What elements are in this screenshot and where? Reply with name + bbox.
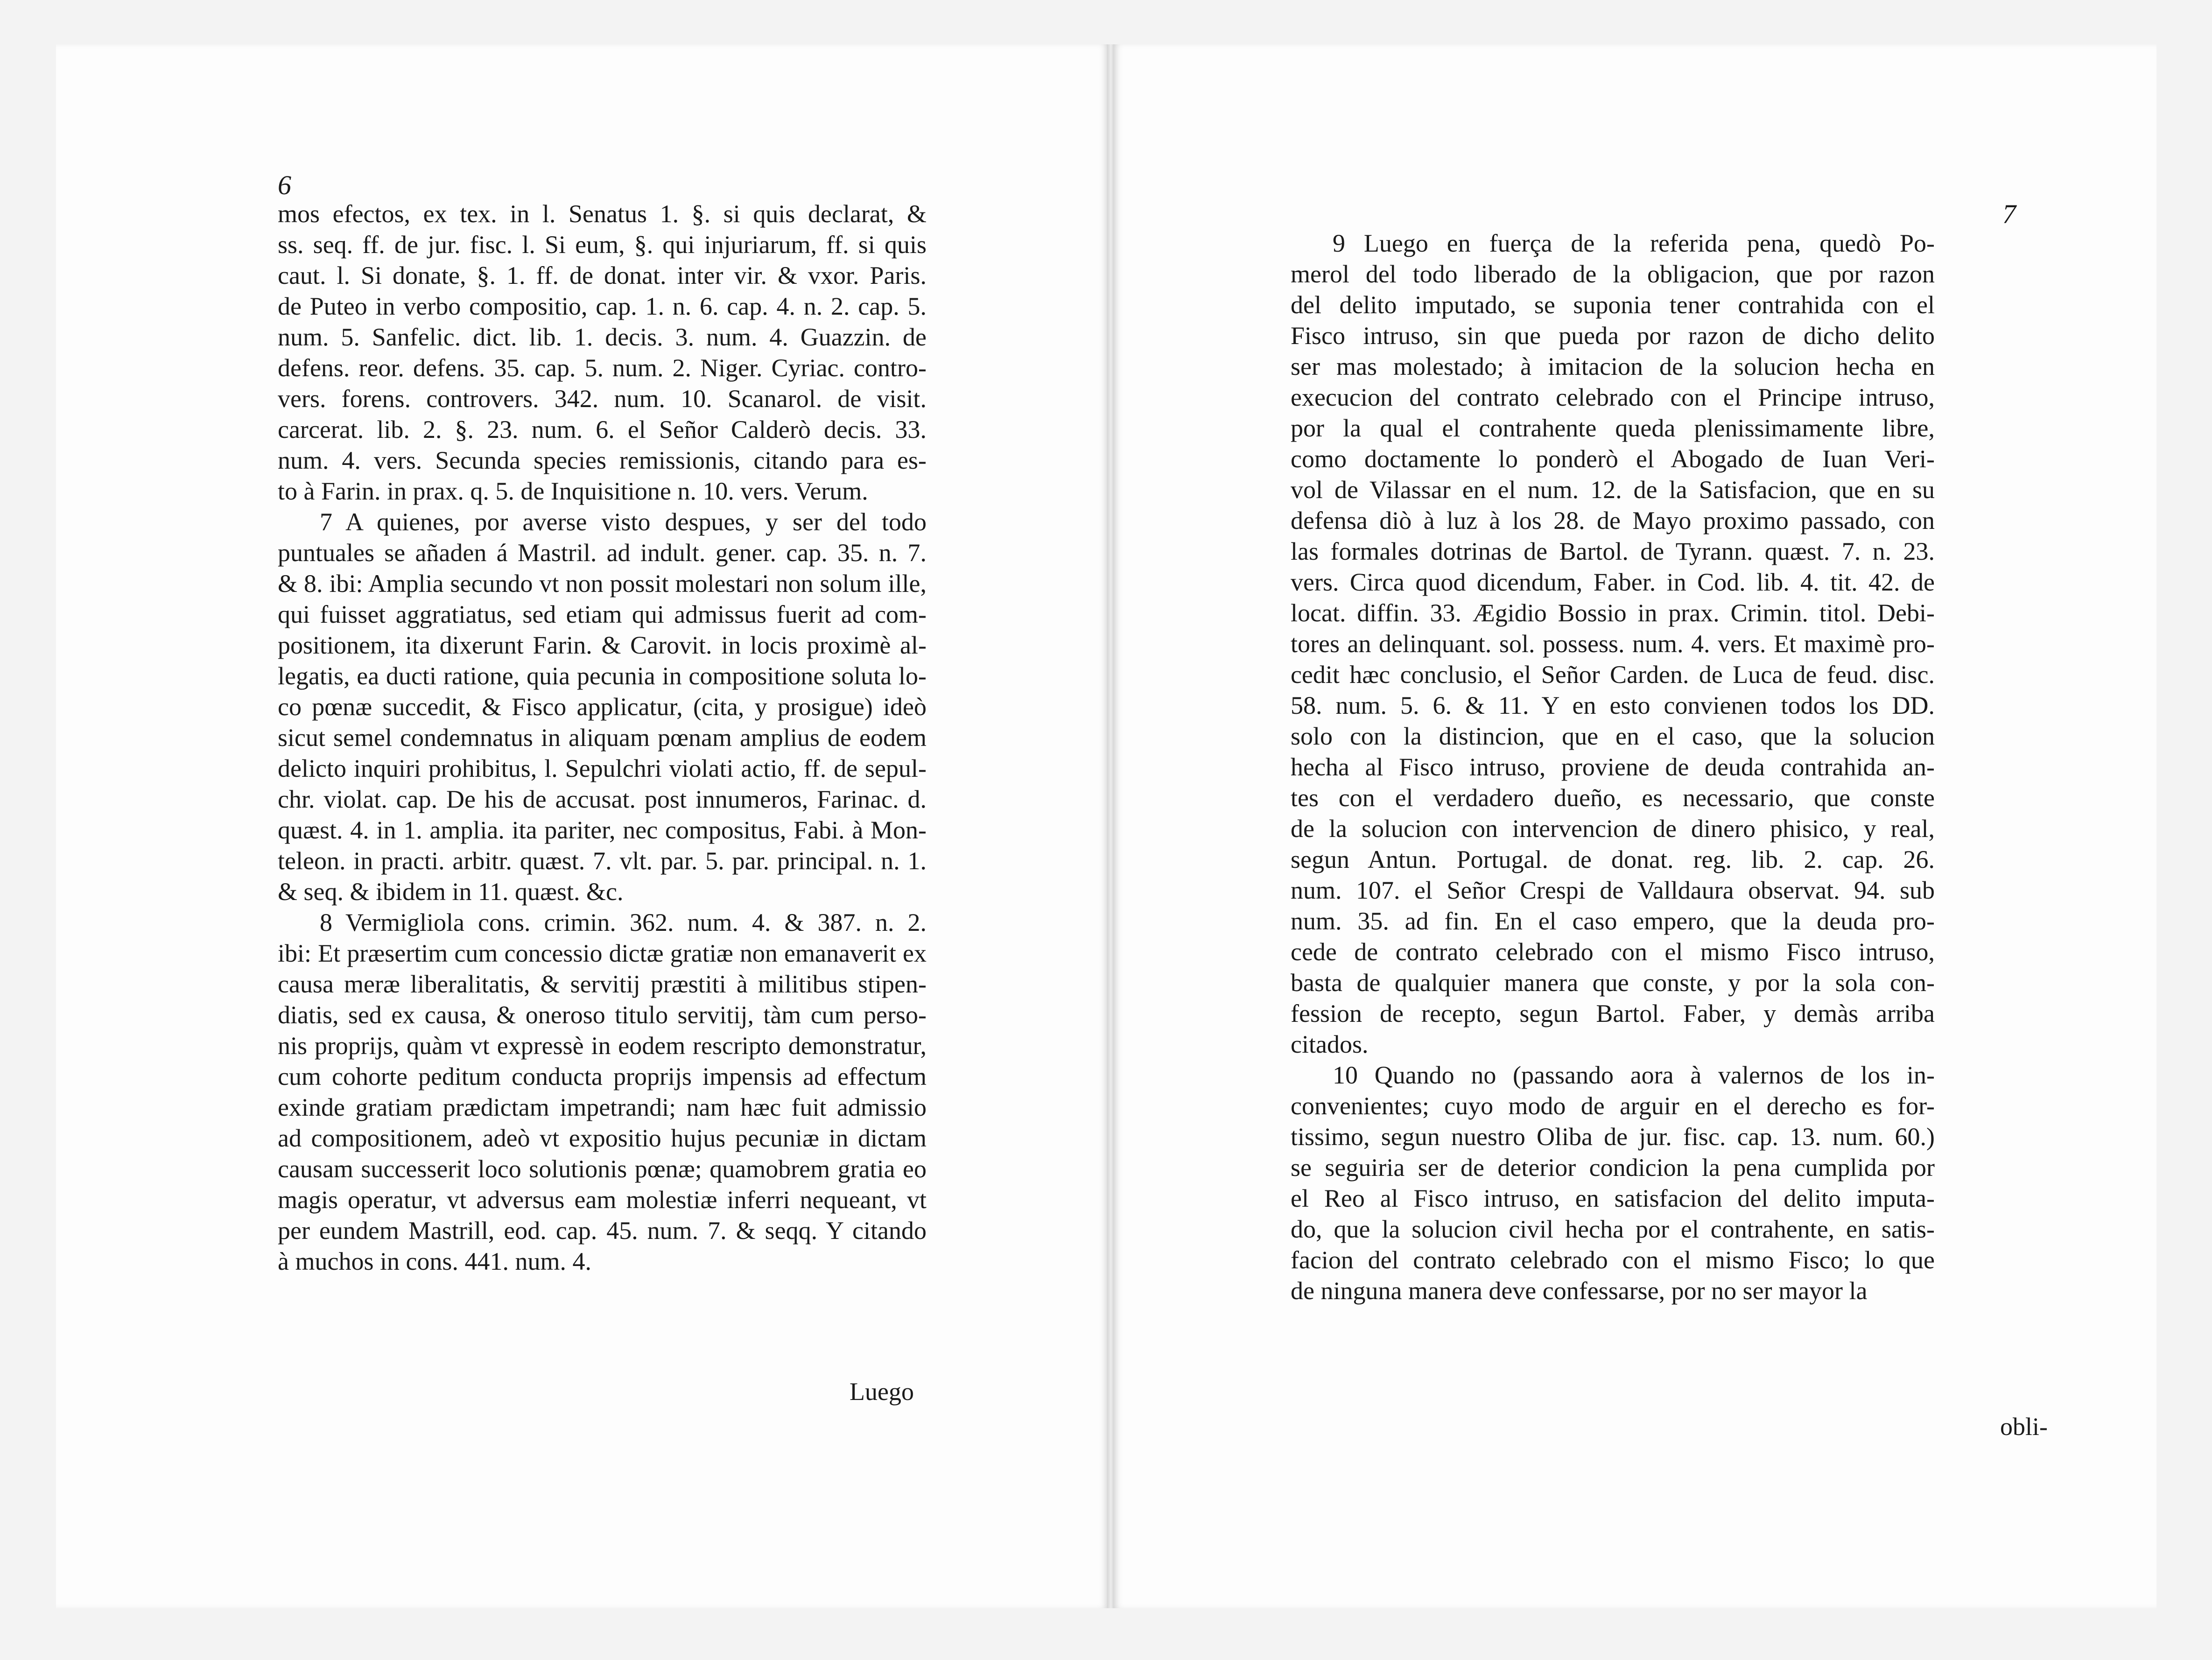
text-line: co pœnæ succedit, & Fisco applicatur, (cita, y prosigue) ideò <box>278 693 927 721</box>
text-line: 10 Quando no (passando aora à valernos de los in- <box>1333 1061 1935 1089</box>
text-line: Fisco intruso, sin que pueda por razon de dicho delito <box>1291 322 1935 350</box>
text-line: de Puteo in verbo compositio, cap. 1. n. 6. cap. 4. n. 2. cap. 5. <box>278 292 927 320</box>
text-line: carcerat. lib. 2. §. 23. num. 6. el Señor Calderò decis. 33. <box>278 415 927 443</box>
text-line: cedit hæc conclusio, el Señor Carden. de Luca de feud. disc. <box>1291 661 1935 689</box>
text-line: teleon. in practi. arbitr. quæst. 7. vlt. par. 5. par. principal. n. 1. <box>278 847 927 875</box>
text-line: delicto inquiri prohibitus, l. Sepulchri violati actio, ff. de sepul- <box>278 754 927 782</box>
text-line: to à Farin. in prax. q. 5. de Inquisitione n. 10. vers. Verum. <box>278 477 868 505</box>
text-line: exinde gratiam prædictam impetrandi; nam hæc fuit admissio <box>278 1093 927 1121</box>
text-line: quæst. 4. in 1. amplia. ita pariter, nec compositus, Fabi. à Mon- <box>278 816 927 844</box>
text-line: segun Antun. Portugal. de donat. reg. lib. 2. cap. 26. <box>1291 845 1935 873</box>
text-line: nis proprijs, quàm vt expressè in eodem rescripto demonstratur, <box>278 1032 927 1060</box>
text-line: basta de qualquier manera que conste, y por la sola con- <box>1291 969 1935 997</box>
left-page <box>56 44 1109 1608</box>
text-line: caut. l. Si donate, §. 1. ff. de donat. inter vir. & vxor. Paris. <box>278 261 927 289</box>
text-line: 58. num. 5. 6. & 11. Y en esto convienen todos los DD. <box>1291 691 1935 719</box>
text-line: vers. Circa quod dicendum, Faber. in Cod. lib. 4. tit. 42. de <box>1291 568 1935 596</box>
text-line: locat. diffin. 33. Ægidio Bossio in prax. Crimin. titol. Debi- <box>1291 599 1935 627</box>
text-line: per eundem Mastrill, eod. cap. 45. num. 7. & seqq. Y citando <box>278 1217 927 1245</box>
page-text <box>278 198 927 1277</box>
text-line: de ninguna manera deve confessarse, por no ser mayor la <box>1291 1277 1868 1305</box>
text-line: merol del todo liberado de la obligacion, que por razon <box>1291 260 1935 288</box>
text-line: mos efectos, ex tex. in l. Senatus 1. §. si quis declarat, & <box>278 200 927 228</box>
text-line: num. 4. vers. Secunda species remissionis, citando para es- <box>278 446 927 474</box>
text-line: 7 A quienes, por averse visto despues, y ser del todo <box>320 508 927 536</box>
text-line: tissimo, segun nuestro Oliba de jur. fisc. cap. 13. num. 60.) <box>1291 1123 1935 1151</box>
text-line: fession de recepto, segun Bartol. Faber, y demàs arriba <box>1291 999 1935 1027</box>
text-line: solo con la distincion, que en el caso, que la solucion <box>1291 722 1935 750</box>
text-line: ibi: Et præsertim cum concessio dictæ gratiæ non emanaverit ex <box>278 939 927 967</box>
text-line: ss. seq. ff. de jur. fisc. l. Si eum, §. qui injuriarum, ff. si quis <box>278 231 927 259</box>
text-line: citados. <box>1291 1030 1369 1058</box>
text-line: cum cohorte peditum conducta proprijs impensis ad effectum <box>278 1062 927 1090</box>
text-line: chr. violat. cap. De his de accusat. post innumeros, Farinac. d. <box>278 785 927 813</box>
text-line: ser mas molestado; à imitacion de la solucion hecha en <box>1291 352 1935 380</box>
text-line: ad compositionem, adeò vt expositio hujus pecuniæ in dictam <box>278 1124 927 1152</box>
text-line: hecha al Fisco intruso, proviene de deuda contrahida an- <box>1291 753 1935 781</box>
text-line: diatis, sed ex causa, & oneroso titulo servitij, tàm cum perso- <box>278 1001 927 1029</box>
text-line: num. 35. ad fin. En el caso empero, que la deuda pro- <box>1291 907 1935 935</box>
text-line: à muchos in cons. 441. num. 4. <box>278 1247 591 1275</box>
text-line: se seguiria ser de deterior condicion la pena cumplida por <box>1291 1154 1935 1182</box>
text-line: del delito imputado, se suponia tener contrahida con el <box>1291 291 1935 319</box>
text-line: cede de contrato celebrado con el mismo Fisco intruso, <box>1291 938 1935 966</box>
text-line: execucion del contrato celebrado con el Principe intruso, <box>1291 383 1935 411</box>
book-spread <box>56 44 2156 1608</box>
text-line: & 8. ibi: Amplia secundo vt non possit molestari non solum ille, <box>278 570 927 598</box>
text-line: do, que la solucion civil hecha por el contrahente, en satis- <box>1291 1215 1935 1243</box>
right-page <box>1113 44 2156 1608</box>
text-line: defensa diò à luz à los 28. de Mayo proximo passado, con <box>1291 506 1935 535</box>
catchword: obli- <box>2000 1413 2048 1441</box>
text-line: qui fuisset aggratiatus, sed etiam qui admissus fuerit ad com- <box>278 600 927 628</box>
text-line: vol de Vilassar en el num. 12. de la Satisfacion, que en su <box>1291 476 1935 504</box>
text-line: tores an delinquant. sol. possess. num. 4. vers. Et maximè pro- <box>1291 630 1935 658</box>
catchword: Luego <box>850 1378 914 1406</box>
text-line: de la solucion con intervencion de dinero phisico, y real, <box>1291 815 1935 843</box>
text-line: 9 Luego en fuerça de la referida pena, quedò Po- <box>1333 229 1935 257</box>
text-line: causa meræ liberalitatis, & servitij præstiti à militibus stipen- <box>278 970 927 998</box>
text-line: legatis, ea ducti ratione, quia pecunia in compositione soluta lo- <box>278 662 927 690</box>
page-text <box>1291 228 1935 1306</box>
text-line: por la qual el contrahente queda plenissimamente libre, <box>1291 414 1935 442</box>
text-line: facion del contrato celebrado con el mismo Fisco; lo que <box>1291 1246 1935 1274</box>
text-line: como doctamente lo ponderò el Abogado de Iuan Veri- <box>1291 445 1935 473</box>
text-line: positionem, ita dixerunt Farin. & Carovit. in locis proximè al- <box>278 631 927 659</box>
text-line: puntuales se añaden á Mastril. ad indult. gener. cap. 35. n. 7. <box>278 539 927 567</box>
text-line: vers. forens. controvers. 342. num. 10. Scanarol. de visit. <box>278 385 927 413</box>
text-line: magis operatur, vt adversus eam molestiæ inferri nequeant, vt <box>278 1186 927 1214</box>
text-line: convenientes; cuyo modo de arguir en el derecho es for- <box>1291 1092 1935 1120</box>
text-line: las formales dotrinas de Bartol. de Tyrann. quæst. 7. n. 23. <box>1291 537 1935 565</box>
text-line: tes con el verdadero dueño, es necessario, que conste <box>1291 784 1935 812</box>
text-line: num. 107. el Señor Crespi de Valldaura observat. 94. sub <box>1291 876 1935 904</box>
text-line: el Reo al Fisco intruso, en satisfacion del delito imputa- <box>1291 1184 1935 1212</box>
text-line: 8 Vermigliola cons. crimin. 362. num. 4. & 387. n. 2. <box>320 908 927 936</box>
text-line: num. 5. Sanfelic. dict. lib. 1. decis. 3. num. 4. Guazzin. de <box>278 323 927 351</box>
page-number: 6 <box>278 170 291 200</box>
page-number: 7 <box>2002 199 2016 229</box>
text-line: causam successerit loco solutionis pœnæ; quamobrem gratia eo <box>278 1155 927 1183</box>
text-line: sicut semel condemnatus in aliquam pœnam amplius de eodem <box>278 724 927 752</box>
text-line: & seq. & ibidem in 11. quæst. &c. <box>278 878 624 906</box>
text-line: defens. reor. defens. 35. cap. 5. num. 2. Niger. Cyriac. contro- <box>278 354 927 382</box>
